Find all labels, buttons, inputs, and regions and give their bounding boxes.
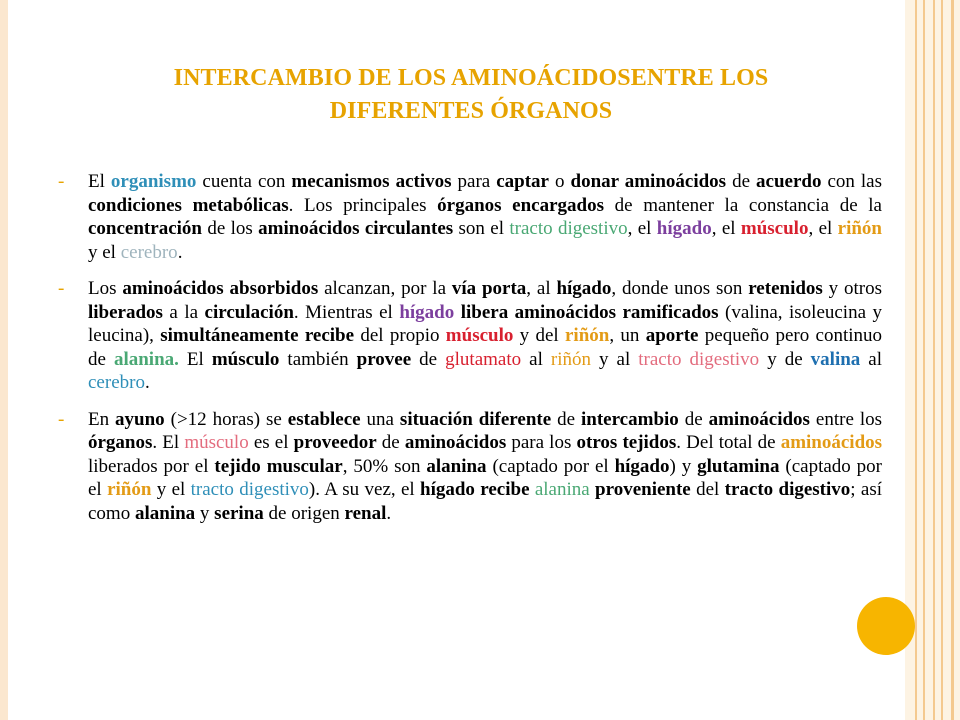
text-segment: de mantener la constancia de la bbox=[604, 194, 882, 216]
text-segment: al bbox=[860, 348, 883, 370]
text-segment: tracto digestivo bbox=[724, 479, 851, 500]
text-segment: una bbox=[360, 408, 400, 430]
text-segment: alanina bbox=[426, 455, 487, 477]
text-segment: es el bbox=[248, 432, 294, 453]
text-segment: . Mientras el bbox=[293, 301, 400, 323]
text-segment: y de bbox=[759, 348, 811, 370]
text-segment: glutamato bbox=[445, 348, 522, 370]
text-segment: . bbox=[144, 372, 150, 393]
text-segment: de los bbox=[201, 218, 259, 239]
paragraph-text bbox=[88, 409, 882, 524]
text-segment: hígado bbox=[656, 218, 712, 239]
text-segment: El bbox=[88, 171, 111, 192]
text-segment: de bbox=[726, 171, 757, 192]
text-segment: ). A su vez, el bbox=[308, 479, 421, 500]
text-segment: y bbox=[195, 502, 215, 524]
text-segment: y el bbox=[151, 479, 191, 500]
bullet-dash: - bbox=[58, 278, 65, 299]
text-segment: para los bbox=[506, 432, 577, 453]
text-segment: aminoácidos bbox=[780, 432, 883, 453]
text-segment: otros tejidos bbox=[576, 432, 677, 453]
text-segment: serina bbox=[214, 502, 264, 524]
text-segment: o bbox=[548, 171, 571, 192]
stripe bbox=[941, 0, 943, 720]
text-segment: retenidos bbox=[748, 278, 823, 299]
text-segment: acuerdo bbox=[756, 171, 822, 192]
text-segment: mecanismos activos bbox=[291, 171, 452, 192]
text-segment: liberados por el bbox=[88, 455, 215, 477]
text-segment: pequeño pero continuo de bbox=[88, 325, 883, 370]
text-segment: entre los bbox=[809, 408, 882, 430]
text-segment: tracto digestivo bbox=[190, 479, 309, 500]
text-segment: cerebro bbox=[88, 372, 145, 393]
text-segment: aminoácidos circulantes bbox=[258, 218, 454, 239]
text-segment: . El bbox=[152, 432, 185, 453]
text-segment: . bbox=[177, 241, 183, 263]
text-segment: de origen bbox=[263, 502, 345, 524]
text-segment: y del bbox=[513, 325, 565, 346]
text-segment: El bbox=[178, 348, 212, 370]
text-segment: del propio bbox=[354, 325, 446, 346]
text-segment: hígado bbox=[614, 455, 670, 477]
text-segment: aporte bbox=[645, 325, 699, 346]
title-line-2: DIFERENTES ÓRGANOS bbox=[329, 98, 613, 124]
text-segment: proveniente bbox=[595, 479, 691, 500]
text-segment: donar aminoácidos bbox=[570, 171, 727, 192]
text-segment: , el bbox=[711, 218, 741, 239]
paragraph-2 bbox=[58, 277, 882, 395]
text-segment: cuenta con bbox=[196, 171, 292, 192]
text-segment: (>12 horas) se bbox=[164, 408, 288, 430]
text-segment: . Los principales bbox=[288, 194, 438, 216]
text-segment: , al bbox=[526, 278, 557, 299]
text-segment: órganos encargados bbox=[437, 194, 605, 216]
text-segment: músculo bbox=[740, 218, 809, 239]
stripe bbox=[933, 0, 935, 720]
text-segment: intercambio bbox=[580, 408, 679, 430]
text-segment: y otros bbox=[822, 278, 882, 299]
text-segment: músculo bbox=[211, 348, 280, 370]
decorative-stripes bbox=[905, 0, 960, 720]
paragraph-text bbox=[88, 278, 882, 393]
slide-title bbox=[100, 62, 842, 128]
text-segment: (captado por el bbox=[88, 455, 883, 500]
text-segment: renal bbox=[344, 502, 387, 524]
text-segment: ) y bbox=[669, 455, 698, 477]
title-line-1: INTERCAMBIO DE LOS AMINOÁCIDOSENTRE LOS bbox=[173, 65, 769, 91]
text-segment: , el bbox=[808, 218, 838, 239]
text-segment: músculo bbox=[184, 432, 249, 453]
text-segment: , el bbox=[627, 218, 657, 239]
text-segment: tracto digestivo bbox=[638, 348, 760, 370]
text-segment: riñón bbox=[550, 348, 591, 370]
bullet-dash: - bbox=[58, 408, 65, 430]
text-segment: valina bbox=[810, 348, 861, 370]
text-segment: situación diferente bbox=[399, 408, 552, 430]
text-segment: de bbox=[678, 408, 709, 430]
text-segment: simultáneamente recibe bbox=[160, 325, 355, 346]
text-segment: , donde unos son bbox=[611, 278, 749, 299]
text-segment: a la bbox=[162, 301, 205, 323]
text-segment: establece bbox=[287, 408, 361, 430]
bullet-dash: - bbox=[58, 171, 65, 192]
text-segment: hígado bbox=[556, 278, 612, 299]
text-segment: músculo bbox=[445, 325, 514, 346]
text-segment: Los bbox=[88, 278, 123, 299]
text-segment: riñón bbox=[837, 218, 882, 239]
text-segment: proveedor bbox=[293, 432, 377, 453]
text-segment: hígado recibe bbox=[420, 479, 530, 500]
text-segment: liberados bbox=[88, 301, 163, 323]
text-segment: condiciones metabólicas bbox=[88, 194, 289, 216]
text-segment: , 50% son bbox=[342, 455, 427, 477]
text-segment: con las bbox=[821, 171, 883, 192]
stripe bbox=[915, 0, 917, 720]
text-segment: (valina, isoleucina y leucina), bbox=[88, 301, 882, 346]
text-segment: aminoácidos bbox=[708, 408, 810, 430]
text-segment: captar bbox=[496, 171, 549, 192]
text-segment: alcanzan, por la bbox=[318, 278, 452, 299]
text-segment: vía porta bbox=[451, 278, 527, 299]
text-segment: riñón bbox=[107, 479, 152, 500]
paragraph-3 bbox=[58, 408, 882, 526]
text-segment: riñón bbox=[565, 325, 610, 346]
text-segment: ; así como bbox=[88, 479, 883, 524]
paragraph-1 bbox=[58, 170, 882, 264]
left-border bbox=[0, 0, 8, 720]
text-segment: del bbox=[690, 479, 725, 500]
decorative-circle bbox=[857, 597, 915, 655]
text-segment: ayuno bbox=[115, 408, 165, 430]
text-segment: aminoácidos bbox=[404, 432, 507, 453]
stripe bbox=[923, 0, 925, 720]
text-segment: al bbox=[521, 348, 551, 370]
text-segment: cerebro bbox=[120, 241, 178, 263]
stripe bbox=[951, 0, 954, 720]
paragraph-text bbox=[88, 171, 882, 263]
text-segment: provee bbox=[356, 348, 412, 370]
text-segment: alanina bbox=[534, 479, 590, 500]
text-segment: hígado bbox=[399, 301, 455, 323]
text-segment: , un bbox=[609, 325, 646, 346]
text-segment: circulación bbox=[204, 301, 294, 323]
text-segment: tejido muscular bbox=[214, 455, 343, 477]
text-segment: y el bbox=[88, 241, 121, 263]
text-segment: también bbox=[279, 348, 357, 370]
text-segment: órganos bbox=[88, 432, 153, 453]
text-segment: En bbox=[88, 408, 116, 430]
text-segment: concentración bbox=[88, 218, 202, 239]
text-segment: y al bbox=[590, 348, 639, 370]
text-segment: alanina bbox=[134, 502, 196, 524]
text-segment: de bbox=[376, 432, 405, 453]
slide-content bbox=[58, 170, 882, 538]
text-segment: aminoácidos absorbidos bbox=[122, 278, 319, 299]
text-segment: . Del total de bbox=[676, 432, 781, 453]
text-segment: tracto digestivo bbox=[509, 218, 628, 239]
text-segment: para bbox=[451, 171, 497, 192]
text-segment: de bbox=[411, 348, 446, 370]
text-segment: de bbox=[551, 408, 581, 430]
text-segment: son el bbox=[453, 218, 510, 239]
text-segment: (captado por el bbox=[486, 455, 615, 477]
text-segment: glutamina bbox=[697, 455, 780, 477]
text-segment: . bbox=[386, 502, 392, 524]
text-segment: organismo bbox=[110, 171, 197, 192]
text-segment: libera aminoácidos ramificados bbox=[460, 301, 719, 323]
text-segment: alanina. bbox=[113, 348, 179, 370]
